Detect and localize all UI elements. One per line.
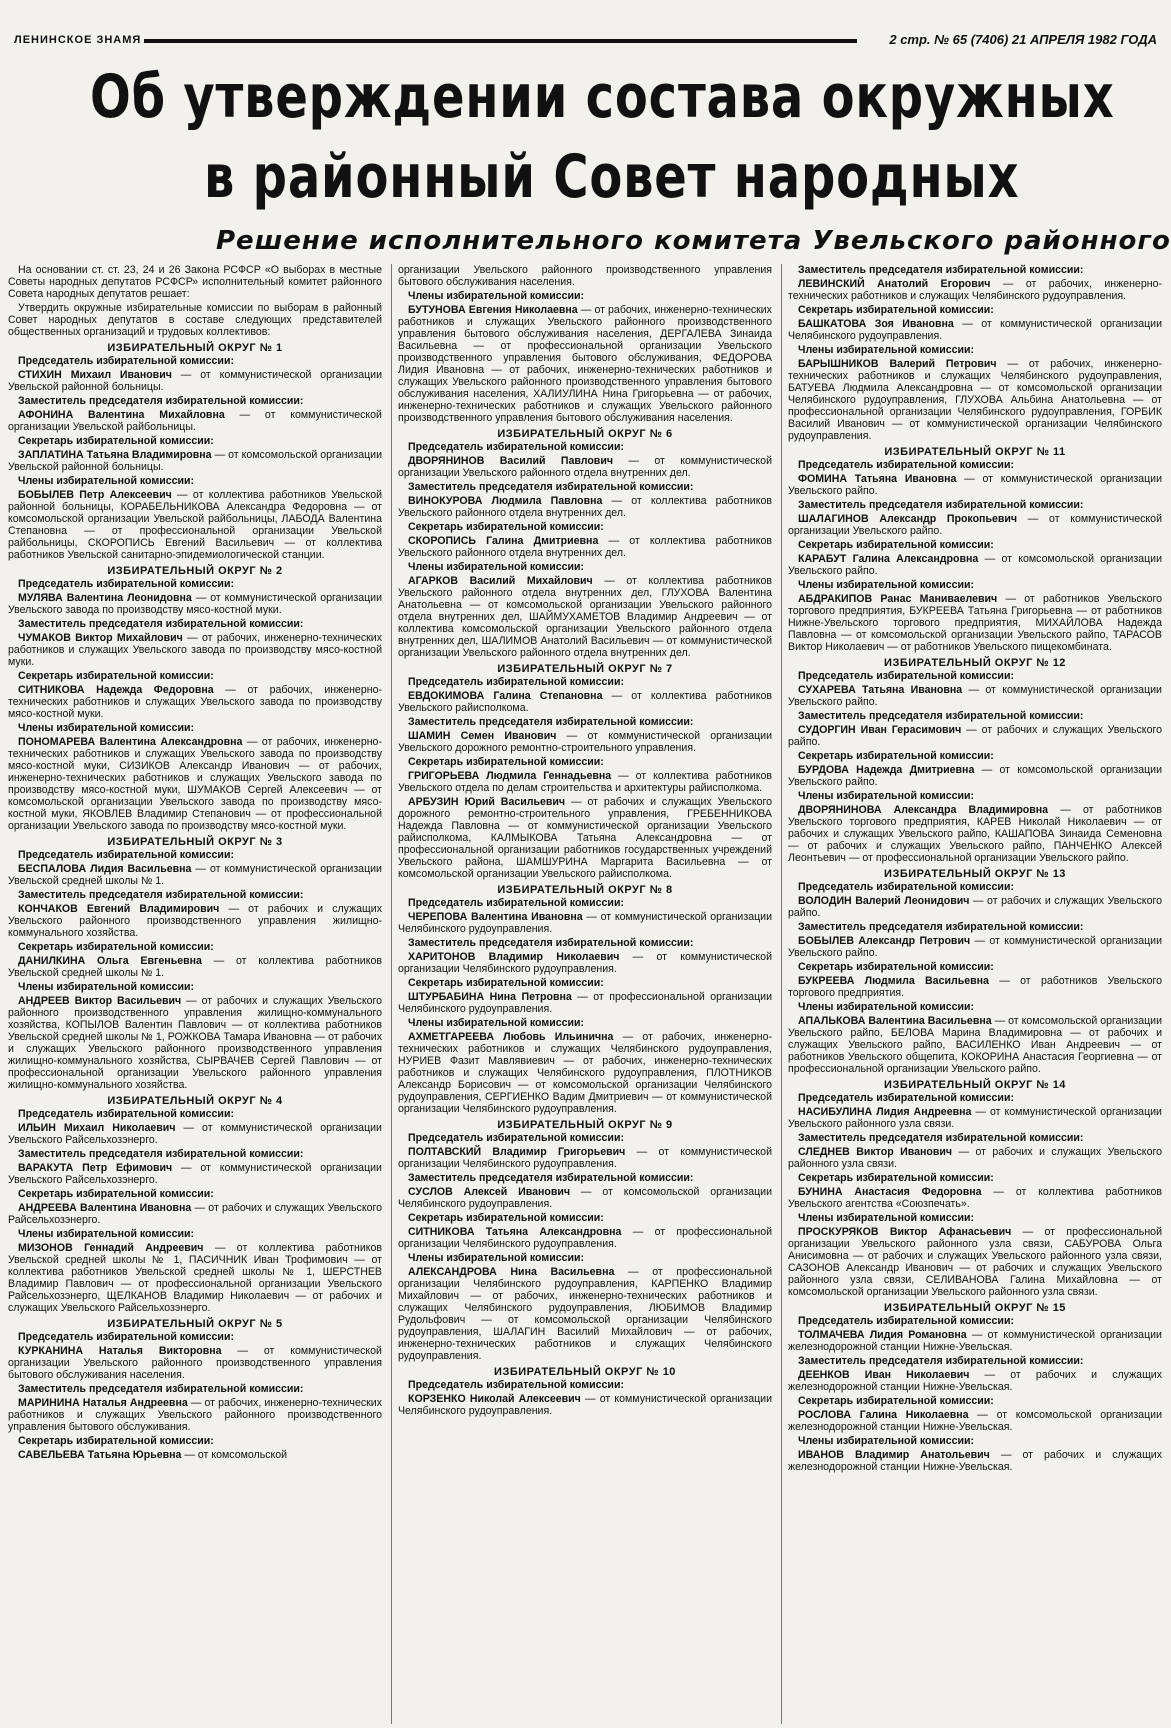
commission-role: Секретарь избирательной комиссии:	[798, 1395, 994, 1407]
commission-role: Секретарь избирательной комиссии:	[798, 539, 994, 551]
commission-role: Члены избирательной комиссии:	[408, 1252, 585, 1264]
commission-role: Заместитель председателя избирательной комиссии:	[798, 1355, 1084, 1367]
member-name: ДАНИЛКИНА Ольга Евгеньевна	[18, 955, 202, 967]
member-entry	[398, 304, 772, 424]
commission-role: Члены избирательной комиссии:	[18, 1228, 195, 1240]
commission-role: Заместитель председателя избирательной комиссии:	[18, 1148, 304, 1160]
member-name: БУКРЕЕВА Людмила Васильевна	[798, 975, 989, 987]
member-entry	[398, 455, 772, 479]
member-entry	[398, 1393, 772, 1417]
member-entry	[398, 730, 772, 754]
member-entry	[8, 903, 382, 939]
member-entry	[398, 951, 772, 975]
member-name: ЗАПЛАТИНА Татьяна Владимировна	[18, 449, 212, 461]
member-name: ГРИГОРЬЕВА Людмила Геннадьевна	[408, 770, 612, 782]
member-name: АНДРЕЕВ Виктор Васильевич	[18, 995, 182, 1007]
commission-role: Председатель избирательной комиссии:	[408, 1132, 624, 1144]
commission-role: Секретарь избирательной комиссии:	[798, 750, 994, 762]
commission-role: Члены избирательной комиссии:	[798, 1212, 975, 1224]
member-name: ПОНОМАРЕВА Валентина Александровна	[18, 736, 243, 748]
member-affiliation: — от коллектива работников Увельского агентства «Союзпечать».	[788, 1186, 1162, 1210]
commission-role: Члены избирательной комиссии:	[798, 790, 975, 802]
commission-role: Председатель избирательной комиссии:	[798, 881, 1014, 893]
member-affiliation: — от комсомольской	[184, 1449, 288, 1461]
member-name: ФОМИНА Татьяна Ивановна	[798, 473, 957, 485]
member-name: КАРАБУТ Галина Александровна	[798, 553, 979, 565]
newspaper-name: ЛЕНИНСКОЕ ЗНАМЯ	[14, 34, 142, 46]
member-affiliation: — от коммунистической организации Увельского Райсельхозэнерго.	[8, 1122, 382, 1146]
member-name: СУХАРЕВА Татьяна Ивановна	[798, 684, 963, 696]
member-affiliation: — от коллектива работников Увельского районного отдела внутренних дел.	[398, 535, 772, 559]
commission-role: Председатель избирательной комиссии:	[18, 578, 234, 590]
member-affiliation: — от коммунистической организации Увельского районного производственного управления бытового обслуживания населения.	[8, 1345, 382, 1381]
member-affiliation: — от коллектива работников Увельского районного отдела внутренних дел, ГЛУХОВА Валентина Анатольевна — от комсомольской организации Увельского районного отдела внутренних дел, ШАЙМУХАМЕТОВ Владимир Андреевич — от коллектива комсомольской организации Увельского районного отдела внутренних дел, ШАЛИМОВ Анатолий Васильевич — от коммунистической организации Увельского районного отдела внутренних дел.	[398, 575, 772, 659]
member-affiliation: — от рабочих, инженерно-технических работников и служащих Увельского завода по производству мясо-костной муки, СИЗИКОВ Александр Иванович — от рабочих, инженерно-технических работников и служащих Увельского завода по производству мясо-костной муки, ШУМАКОВ Сергей Алексеевич — от комсомольской организации Увельского завода по производству мясо-костной муки, ЯКОВЛЕВ Владимир Степанович — от профессиональной организации Увельского завода по производству мясо-костной муки.	[8, 736, 382, 832]
column-divider	[391, 264, 392, 1724]
member-affiliation: — от коллектива работников Увельского отдела по делам строительства и архитектуры райисполкома.	[398, 770, 772, 794]
member-name: ШАМИН Семен Иванович	[408, 730, 557, 742]
district-heading: ИЗБИРАТЕЛЬНЫЙ ОКРУГ № 11	[884, 446, 1066, 458]
member-entry	[8, 863, 382, 887]
member-affiliation: — от коллектива работников Увельской районной больницы, КОРАБЕЛЬНИКОВА Александра Федоровна — от комсомольской организации Увельской райбольницы, ЛАБОДА Валентина Степановна — от профессиональной организации Увельской райбольницы, СКОРОПИСЬ Евгений Васильевич — от коллектива работников Увельской санитарно-эпидемиологической станции.	[8, 489, 382, 561]
district-heading: ИЗБИРАТЕЛЬНЫЙ ОКРУГ № 5	[107, 1318, 283, 1330]
commission-role: Председатель избирательной комиссии:	[408, 1379, 624, 1391]
member-name: СУДОРГИН Иван Герасимович	[798, 724, 962, 736]
district-heading: ИЗБИРАТЕЛЬНЫЙ ОКРУГ № 6	[497, 428, 673, 440]
member-affiliation: — от рабочих и служащих Увельского райпо.	[788, 895, 1162, 919]
member-entry	[788, 358, 1162, 442]
member-name: ДВОРЯНИНОВ Василий Павлович	[408, 455, 613, 467]
member-name: ЧЕРЕПОВА Валентина Ивановна	[408, 911, 583, 923]
member-entry	[8, 736, 382, 832]
member-entry	[788, 1369, 1162, 1393]
member-entry	[788, 804, 1162, 864]
member-entry	[788, 1015, 1162, 1075]
member-affiliation: — от коммунистической организации Увельского райпо.	[788, 513, 1162, 537]
commission-role: Члены избирательной комиссии:	[18, 475, 195, 487]
commission-role: Председатель избирательной комиссии:	[18, 355, 234, 367]
district-heading: ИЗБИРАТЕЛЬНЫЙ ОКРУГ № 13	[884, 868, 1066, 880]
member-name: БУРДОВА Надежда Дмитриевна	[798, 764, 975, 776]
commission-role: Председатель избирательной комиссии:	[408, 676, 624, 688]
commission-role: Председатель избирательной комиссии:	[408, 441, 624, 453]
commission-role: Председатель избирательной комиссии:	[798, 1092, 1014, 1104]
district-heading: ИЗБИРАТЕЛЬНЫЙ ОКРУГ № 1	[107, 342, 283, 354]
commission-role: Заместитель председателя избирательной комиссии:	[408, 1172, 694, 1184]
member-affiliation: — от коммунистической организации Увельского районного узла связи.	[788, 1106, 1162, 1130]
member-affiliation: — от коллектива работников Увельской средней школы № 1, ПАСИЧНИК Иван Трофимович — от коллектива работников Увельской средней школы № 1, ШЕРСТНЕВ Владимир Павлович — от профессиональной организации Увельского Райсельхозэнерго, ЩЕЛКАНОВ Владимир Николаевич — от рабочих и служащих Увельского Райсельхозэнерго.	[8, 1242, 382, 1314]
member-entry	[788, 1329, 1162, 1353]
member-name: АГАРКОВ Василий Михайлович	[408, 575, 593, 587]
member-affiliation: — от работников Увельского торгового предприятия.	[788, 975, 1162, 999]
member-affiliation: — от рабочих и служащих Увельского районного узла связи.	[788, 1146, 1162, 1170]
member-entry	[398, 991, 772, 1015]
member-name: СЛЕДНЕВ Виктор Иванович	[798, 1146, 953, 1158]
commission-role: Заместитель председателя избирательной комиссии:	[18, 395, 304, 407]
member-affiliation: — от коллектива работников Увельского райисполкома.	[398, 690, 772, 714]
member-entry	[8, 449, 382, 473]
member-name: БУНИНА Анастасия Федоровна	[798, 1186, 982, 1198]
member-entry	[788, 895, 1162, 919]
member-affiliation: — от рабочих, инженерно-технических работников и служащих Челябинского рудоуправления, НУРИЕВ Фазит Мавлявиевич — от рабочих, инженерно-технических работников и служащих Челябинского рудоуправления, ПЛОТНИКОВ Александр Борисович — от комсомольской организации Челябинского рудоуправления, СЕРГИЕНКО Вадим Дмитриевич — от коммунистической организации Челябинского рудоуправления.	[398, 1031, 772, 1115]
commission-role: Секретарь избирательной комиссии:	[798, 961, 994, 973]
member-name: КУРКАНИНА Наталья Викторовна	[18, 1345, 222, 1357]
member-name: АЛЕКСАНДРОВА Нина Васильевна	[408, 1266, 615, 1278]
member-name: ПОЛТАВСКИЙ Владимир Григорьевич	[408, 1146, 626, 1158]
subheadline: Решение исполнительного комитета Увельского районного	[216, 226, 1171, 256]
member-entry	[398, 535, 772, 559]
commission-role: Члены избирательной комиссии:	[408, 1017, 585, 1029]
member-entry	[788, 1226, 1162, 1298]
member-name: ВИНОКУРОВА Людмила Павловна	[408, 495, 603, 507]
member-entry	[788, 1106, 1162, 1130]
member-affiliation: — от коллектива работников Увельского районного отдела внутренних дел.	[398, 495, 772, 519]
member-name: АБДРАКИПОВ Ранас Маниваелевич	[798, 593, 998, 605]
commission-role: Заместитель председателя избирательной комиссии:	[408, 716, 694, 728]
commission-role: Секретарь избирательной комиссии:	[18, 435, 214, 447]
issue-info: 2 стр. № 65 (7406) 21 АПРЕЛЯ 1982 ГОДА	[889, 32, 1157, 47]
member-affiliation: — от профессиональной организации Челябинского рудоуправления, КАРПЕНКО Владимир Михайлович — от рабочих, инженерно-технических работников и служащих Челябинского рудоуправления, ЛЮБИМОВ Владимир Рудольфович — от комсомольской организации Челябинского рудоуправления, ШАЛАГИН Василий Михайлович — от рабочих, инженерно-технических работников и служащих Челябинского рудоуправления.	[398, 1266, 772, 1362]
member-entry	[788, 1449, 1162, 1473]
member-affiliation: — от коммунистической организации Челябинского рудоуправления.	[788, 318, 1162, 342]
member-entry	[788, 684, 1162, 708]
commission-role: Секретарь избирательной комиссии:	[408, 977, 604, 989]
member-affiliation: — от коммунистической организации Челябинского рудоуправления.	[398, 1146, 772, 1170]
commission-role: Члены избирательной комиссии:	[408, 561, 585, 573]
member-affiliation: — от рабочих и служащих Увельского Райсельхозэнерго.	[8, 1202, 382, 1226]
commission-role: Председатель избирательной комиссии:	[18, 849, 234, 861]
headline-line-1: Об утверждении состава окружных	[90, 62, 1115, 132]
commission-role: Секретарь избирательной комиссии:	[18, 670, 214, 682]
member-name: ИВАНОВ Владимир Анатольевич	[798, 1449, 990, 1461]
commission-role: Члены избирательной комиссии:	[798, 579, 975, 591]
district-heading: ИЗБИРАТЕЛЬНЫЙ ОКРУГ № 9	[497, 1119, 673, 1131]
member-entry	[398, 1031, 772, 1115]
member-name: ВАРАКУТА Петр Ефимович	[18, 1162, 173, 1174]
member-name: БАШКАТОВА Зоя Ивановна	[798, 318, 954, 330]
commission-role: Члены избирательной комиссии:	[18, 722, 195, 734]
member-name: АФОНИНА Валентина Михайловна	[18, 409, 225, 421]
member-affiliation: — от рабочих и служащих Увельского дорожного ремонтно-строительного управления, ГРЕБЕННИКОВА Надежда Павловна — от коммунистической организации Увельского райисполкома, КАЛМЫКОВА Татьяна Александровна — от профессиональной организации работников государственных учреждений Увельского района, ШАМШУРИНА Маргарита Васильевна — от комсомольской организации Увельского райисполкома.	[398, 796, 772, 880]
member-entry	[8, 1202, 382, 1226]
member-affiliation: — от профессиональной организации Челябинского рудоуправления.	[398, 1226, 772, 1250]
commission-role: Заместитель председателя избирательной комиссии:	[18, 618, 304, 630]
member-entry	[788, 1186, 1162, 1210]
member-name: БОБЫЛЕВ Александр Петрович	[798, 935, 971, 947]
member-entry	[788, 935, 1162, 959]
member-name: АХМЕТГАРЕЕВА Любовь Ильинична	[408, 1031, 614, 1043]
member-entry	[8, 409, 382, 433]
member-entry	[398, 1186, 772, 1210]
member-name: ИЛЬИН Михаил Николаевич	[18, 1122, 176, 1134]
member-affiliation: — от комсомольской организации Увельского райпо.	[788, 764, 1162, 788]
member-affiliation: — от коммунистической организации Челябинского рудоуправления.	[398, 951, 772, 975]
member-entry	[8, 592, 382, 616]
member-name: ДВОРЯНИНОВА Александра Владимировна	[798, 804, 1049, 816]
member-entry	[8, 1242, 382, 1314]
district-heading: ИЗБИРАТЕЛЬНЫЙ ОКРУГ № 8	[497, 884, 673, 896]
member-name: ЧУМАКОВ Виктор Михайлович	[18, 632, 183, 644]
commission-role: Председатель избирательной комиссии:	[798, 670, 1014, 682]
member-name: РОСЛОВА Галина Николаевна	[798, 1409, 969, 1421]
district-heading: ИЗБИРАТЕЛЬНЫЙ ОКРУГ № 10	[494, 1366, 676, 1378]
member-entry	[398, 770, 772, 794]
member-entry	[398, 1226, 772, 1250]
commission-role: Председатель избирательной комиссии:	[798, 1315, 1014, 1327]
member-entry	[398, 690, 772, 714]
member-affiliation: — от комсомольской организации Увельского райпо.	[788, 553, 1162, 577]
member-entry	[398, 495, 772, 519]
member-affiliation: — от коммунистической организации железнодорожной станции Нижне-Увельская.	[788, 1329, 1162, 1353]
member-name: АНДРЕЕВА Валентина Ивановна	[18, 1202, 192, 1214]
article-column-2	[398, 264, 772, 1724]
member-name: АРБУЗИН Юрий Васильевич	[408, 796, 566, 808]
commission-role: Секретарь избирательной комиссии:	[798, 304, 994, 316]
member-entry	[398, 575, 772, 659]
commission-role: Члены избирательной комиссии:	[798, 1435, 975, 1447]
district-heading: ИЗБИРАТЕЛЬНЫЙ ОКРУГ № 7	[497, 663, 673, 675]
commission-role: Председатель избирательной комиссии:	[18, 1331, 234, 1343]
member-name: БАРЫШНИКОВ Валерий Петрович	[798, 358, 997, 370]
member-affiliation: — от рабочих, инженерно-технических работников и служащих Увельского завода по производству мясо-костной муки.	[8, 632, 382, 668]
masthead	[14, 30, 1157, 56]
member-affiliation: — от профессиональной организации Челябинского рудоуправления.	[398, 991, 772, 1015]
member-entry	[8, 632, 382, 668]
member-affiliation: — от коммунистической организации Увельской средней школы № 1.	[8, 863, 382, 887]
commission-role: Заместитель председателя избирательной комиссии:	[798, 499, 1084, 511]
article-column-3	[788, 264, 1162, 1724]
commission-role: Члены избирательной комиссии:	[798, 344, 975, 356]
member-affiliation: — от рабочих и служащих железнодорожной станции Нижне-Увельская.	[788, 1449, 1162, 1473]
member-entry	[398, 1146, 772, 1170]
commission-role: Заместитель председателя избирательной комиссии:	[18, 1383, 304, 1395]
member-name: МИЗОНОВ Геннадий Андреевич	[18, 1242, 204, 1254]
commission-role: Члены избирательной комиссии:	[798, 1001, 975, 1013]
member-affiliation: — от коммунистической организации Увельской райбольницы.	[8, 409, 382, 433]
member-entry	[8, 1449, 382, 1461]
continued-text: организации Увельского районного производственного управления бытового обслуживания населения.	[398, 264, 772, 288]
commission-role: Заместитель председателя избирательной комиссии:	[408, 481, 694, 493]
member-affiliation: — от коммунистической организации Увельского райпо.	[788, 684, 1162, 708]
commission-role: Заместитель председателя избирательной комиссии:	[798, 710, 1084, 722]
member-name: БЕСПАЛОВА Лидия Васильевна	[18, 863, 192, 875]
member-name: СИТНИКОВА Татьяна Александровна	[408, 1226, 622, 1238]
commission-role: Секретарь избирательной комиссии:	[18, 1435, 214, 1447]
member-affiliation: — от рабочих и служащих Увельского райпо.	[788, 724, 1162, 748]
member-name: МУЛЯВА Валентина Леонидовна	[18, 592, 192, 604]
member-affiliation: — от коммунистической организации Увельского райпо.	[788, 935, 1162, 959]
commission-role: Секретарь избирательной комиссии:	[408, 756, 604, 768]
member-affiliation: — от рабочих, инженерно-технических работников и служащих Челябинского рудоуправления, БАТУЕВА Людмила Александровна — от комсомольской организации Челябинского рудоуправления, ГЛУХОВА Альбина Анатольевна — от профессиональной организации Челябинского рудоуправления, ГОРБИК Василий Иванович — от коммунистической организации Челябинского рудоуправления.	[788, 358, 1162, 442]
member-affiliation: — от рабочих, инженерно-технических работников и служащих Увельского завода по производству мясо-костной муки.	[8, 684, 382, 720]
district-heading: ИЗБИРАТЕЛЬНЫЙ ОКРУГ № 4	[107, 1095, 283, 1107]
member-affiliation: — от коллектива работников Увельской средней школы № 1.	[8, 955, 382, 979]
commission-role: Заместитель председателя избирательной комиссии:	[798, 264, 1084, 276]
member-name: СИТНИКОВА Надежда Федоровна	[18, 684, 214, 696]
commission-role: Заместитель председателя избирательной комиссии:	[18, 889, 304, 901]
intro-paragraph: На основании ст. ст. 23, 24 и 26 Закона РСФСР «О выборах в местные Советы народных депутатов РСФСР» исполнительный комитет районного Совета народных депутатов решает:	[8, 264, 382, 300]
member-name: ДЕЕНКОВ Иван Николаевич	[798, 1369, 970, 1381]
member-name: ВОЛОДИН Валерий Леонидович	[798, 895, 970, 907]
member-name: БУТУНОВА Евгения Николаевна	[408, 304, 578, 316]
member-entry	[8, 684, 382, 720]
district-heading: ИЗБИРАТЕЛЬНЫЙ ОКРУГ № 14	[884, 1079, 1066, 1091]
commission-role: Члены избирательной комиссии:	[408, 290, 585, 302]
member-name: БОБЫЛЕВ Петр Алексеевич	[18, 489, 172, 501]
member-name: МАРИНИНА Наталья Андреевна	[18, 1397, 188, 1409]
commission-role: Секретарь избирательной комиссии:	[18, 941, 214, 953]
member-name: ТОЛМАЧЕВА Лидия Романовна	[798, 1329, 967, 1341]
member-entry	[8, 1397, 382, 1433]
member-name: КОРЗЕНКО Николай Алексеевич	[408, 1393, 581, 1405]
district-heading: ИЗБИРАТЕЛЬНЫЙ ОКРУГ № 3	[107, 836, 283, 848]
member-affiliation: — от коммунистической организации Увельской районной больницы.	[8, 369, 382, 393]
member-name: НАСИБУЛИНА Лидия Андреевна	[798, 1106, 972, 1118]
member-name: ХАРИТОНОВ Владимир Николаевич	[408, 951, 620, 963]
member-entry	[788, 513, 1162, 537]
member-entry	[8, 1345, 382, 1381]
member-affiliation: — от комсомольской организации Увельской районной больницы.	[8, 449, 382, 473]
member-name: СКОРОПИСЬ Галина Дмитриевна	[408, 535, 599, 547]
member-affiliation: — от рабочих и служащих Увельского районного производственного управления жилищно-коммунального хозяйства, КОПЫЛОВ Валентин Павлович — от коллектива работников Увельской средней школы № 1, РОЖКОВА Тамара Ивановна — от рабочих и служащих Увельского районного производственного управления жилищно-коммунального хозяйства, СЫРВАЧЕВ Сергей Павлович — от профессиональной организации Увельского районного управления жилищно-коммунального хозяйства.	[8, 995, 382, 1091]
member-affiliation: — от рабочих, инженерно-технических работников и служащих Увельского районного производственного управления бытового обслуживания населения, ДЕРГАЛЕВА Зинаида Васильевна — от профессиональной организации Увельского производственного управления бытового обслуживания, ФЕДОРОВА Лидия Ивановна — от рабочих, инженерно-технических работников и служащих Увельского районного производственного управления бытового обслуживания населения, ХАЛИУЛИНА Нина Григорьевна — от рабочих, инженерно-технических работников и служащих Увельского районного производственного управления бытового обслуживания населения.	[398, 304, 772, 424]
article-column-1	[8, 264, 382, 1724]
district-heading: ИЗБИРАТЕЛЬНЫЙ ОКРУГ № 12	[884, 657, 1066, 669]
member-name: ШТУРБАБИНА Нина Петровна	[408, 991, 572, 1003]
member-entry	[8, 369, 382, 393]
member-affiliation: — от коммунистической организации Челябинского рудоуправления.	[398, 1393, 772, 1417]
member-entry	[788, 975, 1162, 999]
masthead-rule	[144, 39, 857, 43]
commission-role: Заместитель председателя избирательной комиссии:	[798, 1132, 1084, 1144]
commission-role: Секретарь избирательной комиссии:	[408, 1212, 604, 1224]
headline-line-2: в районный Совет народных	[204, 142, 1020, 212]
article-columns	[8, 264, 1163, 1724]
member-affiliation: — от коммунистической организации Увельского районного отдела внутренних дел.	[398, 455, 772, 479]
member-affiliation: — от профессиональной организации Увельского районного узла связи, САБУРОВА Ольга Анисимовна — от рабочих и служащих Увельского районного узла связи, САЗОНОВ Александр Иванович — от рабочих и служащих Увельского районного узла связи, СЕЛИВАНОВА Галина Михайловна — от комсомольской организации Увельского районного узла связи.	[788, 1226, 1162, 1298]
member-affiliation: — от рабочих, инженерно-технических работников и служащих Челябинского рудоуправления.	[788, 278, 1162, 302]
commission-role: Председатель избирательной комиссии:	[18, 1108, 234, 1120]
member-entry	[8, 995, 382, 1091]
member-affiliation: — от рабочих и служащих железнодорожной станции Нижне-Увельская.	[788, 1369, 1162, 1393]
member-entry	[788, 764, 1162, 788]
member-name: ПРОСКУРЯКОВ Виктор Афанасьевич	[798, 1226, 1012, 1238]
commission-role: Секретарь избирательной комиссии:	[798, 1172, 994, 1184]
member-entry	[8, 489, 382, 561]
member-affiliation: — от рабочих, инженерно-технических работников и служащих Увельского районного производственного управления бытового обслуживания.	[8, 1397, 382, 1433]
member-affiliation: — от коммунистической организации Челябинского рудоуправления.	[398, 911, 772, 935]
member-affiliation: — от комсомольской организации Челябинского рудоуправления.	[398, 1186, 772, 1210]
member-name: АПАЛЬКОВА Валентина Васильевна	[798, 1015, 992, 1027]
member-entry	[788, 1146, 1162, 1170]
member-entry	[788, 318, 1162, 342]
column-divider	[781, 264, 782, 1724]
district-heading: ИЗБИРАТЕЛЬНЫЙ ОКРУГ № 2	[107, 565, 283, 577]
member-affiliation: — от коммунистической организации Увельского дорожного ремонтно-строительного управления.	[398, 730, 772, 754]
member-entry	[788, 553, 1162, 577]
member-name: ЕВДОКИМОВА Галина Степановна	[408, 690, 603, 702]
member-affiliation: — от комсомольской организации железнодорожной станции Нижне-Увельская.	[788, 1409, 1162, 1433]
member-affiliation: — от коммунистической организации Увельского завода по производству мясо-костной муки.	[8, 592, 382, 616]
member-entry	[398, 796, 772, 880]
member-name: КОНЧАКОВ Евгений Владимирович	[18, 903, 220, 915]
commission-role: Секретарь избирательной комиссии:	[18, 1188, 214, 1200]
member-name: ШАЛАГИНОВ Александр Прокопьевич	[798, 513, 1018, 525]
member-entry	[8, 1162, 382, 1186]
member-affiliation: — от коммунистической организации Увельского Райсельхозэнерго.	[8, 1162, 382, 1186]
commission-role: Члены избирательной комиссии:	[18, 981, 195, 993]
commission-role: Заместитель председателя избирательной комиссии:	[408, 937, 694, 949]
commission-role: Секретарь избирательной комиссии:	[408, 521, 604, 533]
member-entry	[788, 593, 1162, 653]
member-entry	[788, 1409, 1162, 1433]
commission-role: Председатель избирательной комиссии:	[408, 897, 624, 909]
member-affiliation: — от рабочих и служащих Увельского районного производственного управления жилищно-коммунального хозяйства.	[8, 903, 382, 939]
commission-role: Председатель избирательной комиссии:	[798, 459, 1014, 471]
member-name: СУСЛОВ Алексей Иванович	[408, 1186, 571, 1198]
member-affiliation: — от коммунистической организации Увельского райпо.	[788, 473, 1162, 497]
member-name: СТИХИН Михаил Иванович	[18, 369, 172, 381]
commission-role: Заместитель председателя избирательной комиссии:	[798, 921, 1084, 933]
member-entry	[788, 278, 1162, 302]
member-affiliation: — от работников Увельского торгового предприятия, БУКРЕЕВА Татьяна Григорьевна — от работников Нижне-Увельского торгового предприятия, МИХАЙЛОВА Надежда Павловна — от комсомольской организации Увельского райпо, ТАРАСОВ Виктор Николаевич — от работников Увельского пищекомбината.	[788, 593, 1162, 653]
member-entry	[788, 473, 1162, 497]
district-heading: ИЗБИРАТЕЛЬНЫЙ ОКРУГ № 15	[884, 1302, 1066, 1314]
member-entry	[8, 955, 382, 979]
member-entry	[398, 1266, 772, 1362]
member-name: САВЕЛЬЕВА Татьяна Юрьевна	[18, 1449, 182, 1461]
member-name: ЛЕВИНСКИЙ Анатолий Егорович	[798, 278, 991, 290]
member-entry	[398, 911, 772, 935]
member-affiliation: — от работников Увельского торгового предприятия, КАРЕВ Николай Николаевич — от рабочих и служащих Увельского райпо, КАШАПОВА Зинаида Семеновна — от рабочих и служащих Увельского райпо, ПАНЧЕНКО Алексей Леонтьевич — от профессиональной организации Увельского райпо.	[788, 804, 1162, 864]
member-entry	[8, 1122, 382, 1146]
member-entry	[788, 724, 1162, 748]
member-affiliation: — от комсомольской организации Увельского райпо, БЕЛОВА Марина Владимировна — от рабочих и служащих Увельского райпо, ВАСИЛЕНКО Иван Андреевич — от работников Увельского общепита, КОКОРИНА Анастасия Георгиевна — от профессиональной организации Увельского райпо.	[788, 1015, 1162, 1075]
intro-paragraph-2: Утвердить окружные избирательные комиссии по выборам в районный Совет народных депутатов в составе следующих представителей общественных организаций и трудовых коллективов:	[8, 302, 382, 338]
